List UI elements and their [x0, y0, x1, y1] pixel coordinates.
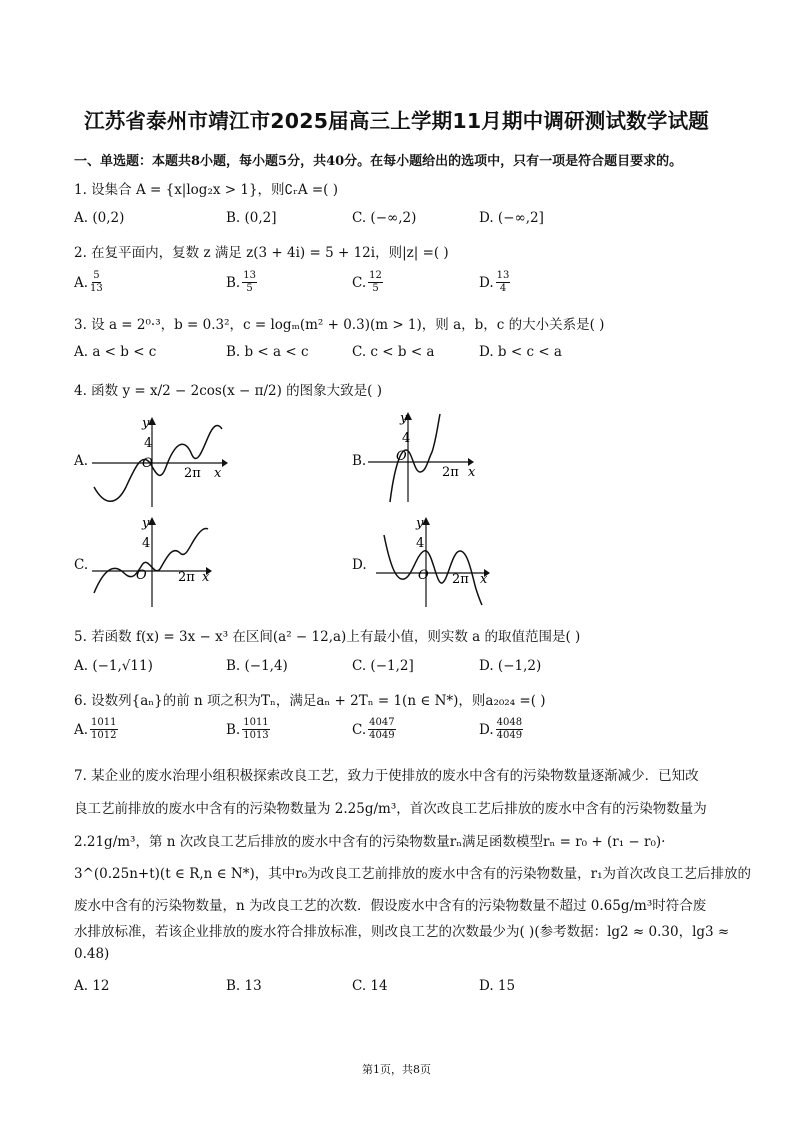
fraction-denominator: 5 — [372, 283, 379, 294]
fraction — [90, 270, 103, 295]
q1-option-c: C. (−∞,2) — [352, 210, 417, 226]
q6-option-a — [74, 717, 118, 742]
question-7-line: 7. 某企业的废水治理小组积极探索改良工艺，致力于使排放的废水中含有的污染物数量逐渐减少．已知改 — [74, 768, 699, 784]
q6-option-c — [352, 717, 396, 742]
graph-label: y — [416, 516, 424, 531]
option-letter: B. — [226, 721, 241, 738]
fraction-numerator: 1011 — [243, 717, 269, 728]
page-footer: 第1页，共8页 — [362, 1063, 431, 1076]
question-1-stem: 1. 设集合 A = {x|log₂x > 1}，则∁ᵣA =( ) — [74, 182, 338, 198]
q4-graph-c — [92, 515, 232, 610]
graph-label: y — [400, 411, 408, 426]
graph-label: x — [468, 465, 476, 480]
fraction-numerator: 13 — [243, 270, 256, 281]
fraction — [368, 270, 383, 295]
fraction-numerator: 13 — [496, 270, 510, 281]
graph-label: O — [396, 449, 407, 464]
fraction — [242, 717, 269, 742]
q7-option-d: D. 15 — [479, 978, 516, 994]
graph-label: 4 — [144, 436, 153, 451]
q3-option-b: B. b < a < c — [226, 344, 309, 360]
q7-option-c: C. 14 — [352, 978, 388, 994]
graph-label: O — [418, 568, 429, 583]
q5-option-c: C. (−1,2] — [352, 658, 414, 674]
graph-label: 2π — [452, 572, 469, 587]
fraction-numerator: 4048 — [496, 717, 523, 728]
q4-option-a: A. — [74, 453, 89, 469]
q6-option-d — [479, 717, 523, 742]
question-7-line: 废水中含有的污染物数量，n 为改良工艺的次数．假设废水中含有的污染物数量不超过 0.65g/m³时符合废 — [74, 898, 707, 914]
graph-label: 4 — [142, 536, 151, 551]
fraction-denominator: 1012 — [91, 730, 117, 741]
q2-option-b — [226, 270, 257, 295]
question-3-stem: 3. 设 a = 2⁰·³，b = 0.3²，c = logₘ(m² + 0.3)(m > 1)，则 a，b，c 的大小关系是( ) — [74, 317, 605, 333]
option-letter: A. — [74, 274, 89, 291]
q3-option-d: D. b < c < a — [479, 344, 562, 360]
graph-label: 4 — [402, 431, 411, 446]
graph-label: 2π — [184, 466, 201, 481]
question-6-stem: 6. 设数列{aₙ}的前 n 项之积为Tₙ，满足aₙ + 2Tₙ = 1(n ∈ N*)，则a₂₀₂₄ =( ) — [74, 693, 546, 709]
q2-option-d — [479, 270, 510, 295]
option-letter: C. — [352, 274, 367, 291]
q6-option-b — [226, 717, 270, 742]
option-letter: C. — [352, 721, 367, 738]
option-letter: A. — [74, 721, 89, 738]
page-title: 江苏省泰州市靖江市2025届高三上学期11月期中调研测试数学试题 — [84, 109, 709, 133]
graph-label: 2π — [442, 465, 459, 480]
question-7-line: 水排放标准，若该企业排放的废水符合排放标准，则改良工艺的次数最少为( )(参考数据：lg2 ≈ 0.30，lg3 ≈ — [74, 924, 730, 940]
graph-label: x — [214, 466, 222, 481]
fraction — [496, 717, 523, 742]
graph-label: O — [136, 568, 147, 583]
q2-option-c — [352, 270, 383, 295]
q5-option-b: B. (−1,4) — [226, 658, 288, 674]
fraction-denominator: 1013 — [243, 730, 269, 741]
q4-option-b: B. — [352, 453, 367, 469]
q5-option-d: D. (−1,2) — [479, 658, 542, 674]
question-7-line: 2.21g/m³，第 n 次改良工艺后排放的废水中含有的污染物数量rₙ满足函数模型rₙ = r₀ + (r₁ − r₀)· — [74, 834, 666, 850]
fraction-numerator: 5 — [93, 270, 100, 281]
question-7-line: 3^(0.25n+t)(t ∈ R,n ∈ N*)，其中r₀为改良工艺前排放的废水中含有的污染物数量，r₁为首次改良工艺后排放的 — [74, 866, 751, 882]
q4-graph-a — [92, 415, 232, 510]
q5-option-a: A. (−1,√11) — [74, 658, 153, 674]
q7-option-a: A. 12 — [74, 978, 110, 994]
fraction-denominator: 4049 — [496, 730, 523, 741]
q4-graph-b — [368, 410, 488, 505]
question-7-line: 0.48) — [74, 946, 110, 962]
q3-option-c: C. c < b < a — [352, 344, 435, 360]
option-letter: D. — [479, 721, 494, 738]
fraction-numerator: 4047 — [369, 717, 395, 728]
graph-label: O — [142, 456, 153, 471]
q1-option-d: D. (−∞,2] — [479, 210, 544, 226]
question-4-stem: 4. 函数 y = x/2 − 2cos(x − π/2) 的图象大致是( ) — [74, 383, 383, 399]
fraction-denominator: 5 — [246, 283, 253, 294]
question-5-stem: 5. 若函数 f(x) = 3x − x³ 在区间(a² − 12,a)上有最小值，则实数 a 的取值范围是( ) — [74, 629, 581, 645]
fraction-numerator: 12 — [369, 270, 382, 281]
q3-option-a: A. a < b < c — [74, 344, 157, 360]
q4-option-c: C. — [74, 557, 89, 573]
fraction — [496, 270, 511, 295]
option-letter: D. — [479, 274, 494, 291]
fraction-denominator: 13 — [90, 283, 103, 294]
q2-option-a — [74, 270, 103, 295]
question-2-stem: 2. 在复平面内，复数 z 满足 z(3 + 4i) = 5 + 12i，则|z| =( ) — [74, 245, 449, 261]
question-7-line: 良工艺前排放的废水中含有的污染物数量为 2.25g/m³，首次改良工艺后排放的废水中含有的污染物数量为 — [74, 801, 707, 817]
fraction — [368, 717, 395, 742]
graph-label: 2π — [178, 570, 195, 585]
option-letter: B. — [226, 274, 241, 291]
q4-graph-d — [376, 515, 516, 610]
q7-option-b: B. 13 — [226, 978, 262, 994]
q1-option-b: B. (0,2] — [226, 210, 277, 226]
fraction-denominator: 4 — [499, 283, 507, 294]
graph-label: x — [480, 572, 488, 587]
q4-option-d: D. — [352, 557, 367, 573]
fraction-numerator: 1011 — [91, 717, 117, 728]
fraction — [90, 717, 117, 742]
graph-label: y — [142, 416, 150, 431]
graph-label: 4 — [416, 536, 425, 551]
fraction-denominator: 4049 — [369, 730, 395, 741]
graph-label: y — [142, 516, 150, 531]
section-heading: 一、单选题：本题共8小题，每小题5分，共40分。在每小题给出的选项中，只有一项是符合题目要求的。 — [74, 154, 683, 169]
fraction — [242, 270, 257, 295]
q1-option-a: A. (0,2) — [74, 210, 125, 226]
graph-label: x — [202, 570, 210, 585]
